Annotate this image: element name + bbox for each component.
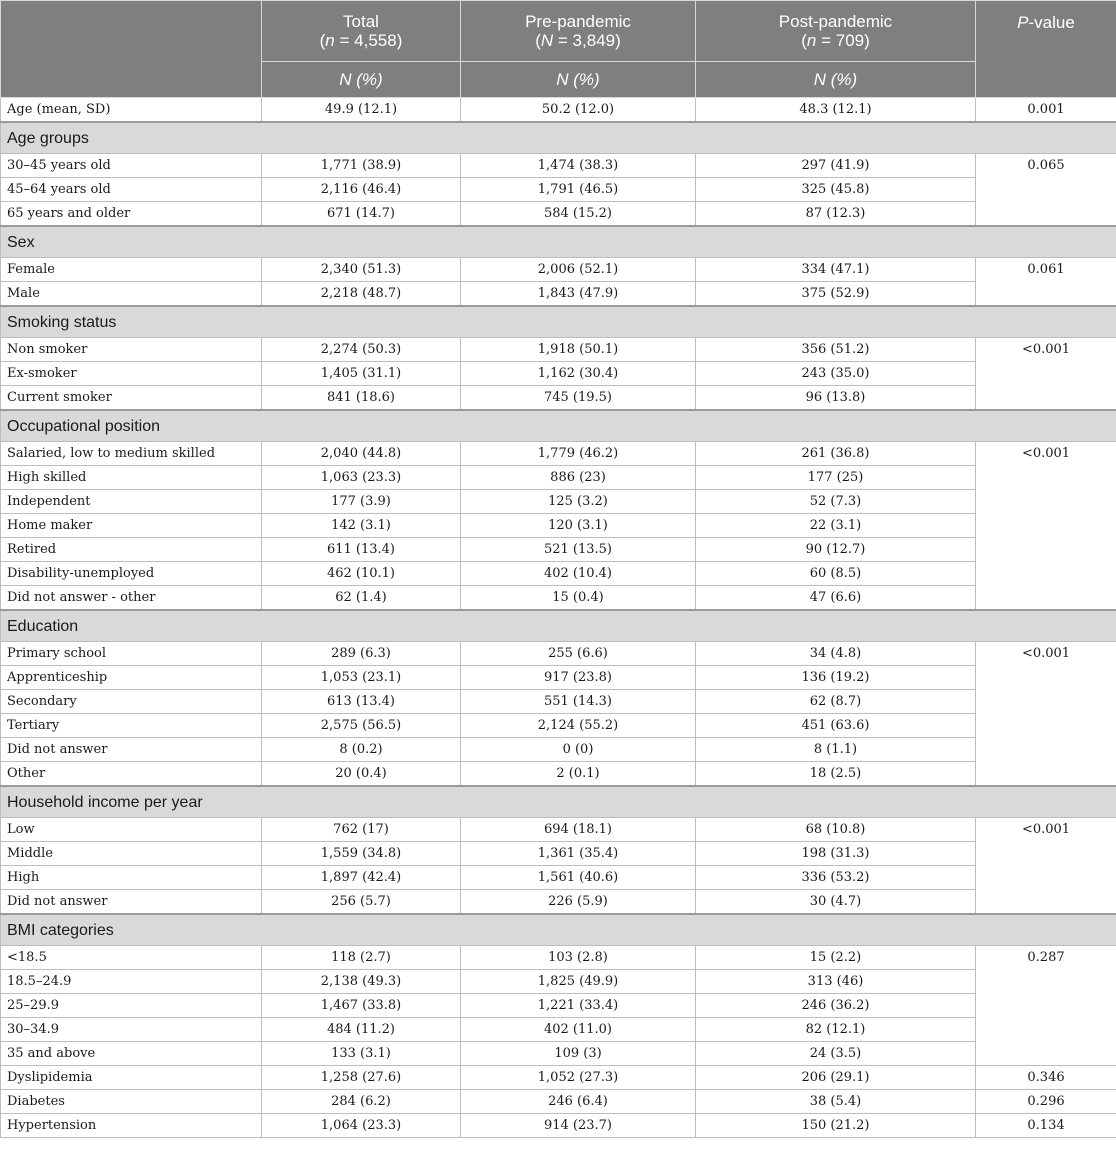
header-blank-cell bbox=[1, 1, 262, 98]
pre-pandemic-cell: 584 (15.2) bbox=[461, 202, 696, 227]
post-pandemic-cell: 48.3 (12.1) bbox=[696, 98, 976, 123]
total-cell: 1,559 (34.8) bbox=[262, 842, 461, 866]
row-label: 30–45 years old bbox=[1, 154, 262, 178]
row-label: Dyslipidemia bbox=[1, 1066, 262, 1090]
post-pandemic-cell: 47 (6.6) bbox=[696, 586, 976, 611]
header-p-value bbox=[976, 1, 1116, 98]
row-label: Diabetes bbox=[1, 1090, 262, 1114]
post-pandemic-cell: 356 (51.2) bbox=[696, 338, 976, 362]
post-pandemic-cell: 8 (1.1) bbox=[696, 738, 976, 762]
total-cell: 1,053 (23.1) bbox=[262, 666, 461, 690]
post-pandemic-cell: 136 (19.2) bbox=[696, 666, 976, 690]
total-cell: 462 (10.1) bbox=[262, 562, 461, 586]
total-cell: 20 (0.4) bbox=[262, 762, 461, 787]
post-pandemic-cell: 325 (45.8) bbox=[696, 178, 976, 202]
total-cell: 118 (2.7) bbox=[262, 946, 461, 970]
pre-pandemic-cell: 226 (5.9) bbox=[461, 890, 696, 915]
pre-pandemic-cell: 402 (10.4) bbox=[461, 562, 696, 586]
post-pandemic-cell: 68 (10.8) bbox=[696, 818, 976, 842]
row-label: Other bbox=[1, 762, 262, 787]
section-header-row bbox=[1, 306, 1116, 338]
header-post-n-value: = 709 bbox=[816, 31, 865, 50]
row-label: Did not answer bbox=[1, 890, 262, 915]
post-pandemic-cell: 62 (8.7) bbox=[696, 690, 976, 714]
pre-pandemic-cell: 1,561 (40.6) bbox=[461, 866, 696, 890]
row-label: High bbox=[1, 866, 262, 890]
post-pandemic-cell: 297 (41.9) bbox=[696, 154, 976, 178]
post-pandemic-cell: 243 (35.0) bbox=[696, 362, 976, 386]
total-cell: 1,405 (31.1) bbox=[262, 362, 461, 386]
total-cell: 1,771 (38.9) bbox=[262, 154, 461, 178]
pre-pandemic-cell: 1,162 (30.4) bbox=[461, 362, 696, 386]
post-pandemic-cell: 34 (4.8) bbox=[696, 642, 976, 666]
row-label: 45–64 years old bbox=[1, 178, 262, 202]
post-pandemic-cell: 336 (53.2) bbox=[696, 866, 976, 890]
p-value-cell: 0.061 bbox=[976, 258, 1116, 307]
total-cell: 2,138 (49.3) bbox=[262, 970, 461, 994]
table-row bbox=[1, 562, 1116, 586]
post-pandemic-cell: 313 (46) bbox=[696, 970, 976, 994]
row-label: Age (mean, SD) bbox=[1, 98, 262, 123]
table-row bbox=[1, 586, 1116, 611]
section-title: Sex bbox=[1, 226, 1116, 258]
total-cell: 1,258 (27.6) bbox=[262, 1066, 461, 1090]
table-row bbox=[1, 1066, 1116, 1090]
section-title: Occupational position bbox=[1, 410, 1116, 442]
p-value-cell: 0.346 bbox=[976, 1066, 1116, 1090]
total-cell: 2,116 (46.4) bbox=[262, 178, 461, 202]
pre-pandemic-cell: 125 (3.2) bbox=[461, 490, 696, 514]
header-pre-n-value: = 3,849 bbox=[553, 31, 616, 50]
section-title: BMI categories bbox=[1, 914, 1116, 946]
table-row bbox=[1, 258, 1116, 282]
pre-pandemic-cell: 1,825 (49.9) bbox=[461, 970, 696, 994]
total-cell: 841 (18.6) bbox=[262, 386, 461, 411]
post-pandemic-cell: 90 (12.7) bbox=[696, 538, 976, 562]
post-pandemic-cell: 451 (63.6) bbox=[696, 714, 976, 738]
total-cell: 289 (6.3) bbox=[262, 642, 461, 666]
row-label: High skilled bbox=[1, 466, 262, 490]
row-label: Tertiary bbox=[1, 714, 262, 738]
post-pandemic-cell: 15 (2.2) bbox=[696, 946, 976, 970]
total-cell: 1,063 (23.3) bbox=[262, 466, 461, 490]
section-header-row bbox=[1, 410, 1116, 442]
table-row bbox=[1, 466, 1116, 490]
pre-pandemic-cell: 551 (14.3) bbox=[461, 690, 696, 714]
table-row bbox=[1, 386, 1116, 411]
row-label: Ex-smoker bbox=[1, 362, 262, 386]
row-label: Secondary bbox=[1, 690, 262, 714]
p-value-cell: 0.287 bbox=[976, 946, 1116, 1066]
header-pre-pandemic: Pre-pandemic (N = 3,849) bbox=[461, 1, 696, 62]
table-row bbox=[1, 98, 1116, 123]
pre-pandemic-cell: 1,361 (35.4) bbox=[461, 842, 696, 866]
post-pandemic-cell: 375 (52.9) bbox=[696, 282, 976, 307]
p-value-cell: 0.296 bbox=[976, 1090, 1116, 1114]
row-label: Current smoker bbox=[1, 386, 262, 411]
post-pandemic-cell: 246 (36.2) bbox=[696, 994, 976, 1018]
row-label: Home maker bbox=[1, 514, 262, 538]
section-title: Smoking status bbox=[1, 306, 1116, 338]
p-value-cell: <0.001 bbox=[976, 642, 1116, 787]
pre-pandemic-cell: 1,843 (47.9) bbox=[461, 282, 696, 307]
pre-pandemic-cell: 521 (13.5) bbox=[461, 538, 696, 562]
table-row bbox=[1, 338, 1116, 362]
section-header-row bbox=[1, 914, 1116, 946]
pre-pandemic-cell: 2,006 (52.1) bbox=[461, 258, 696, 282]
table-row bbox=[1, 946, 1116, 970]
table-row bbox=[1, 738, 1116, 762]
header-total-label: Total bbox=[343, 12, 379, 31]
table-row bbox=[1, 282, 1116, 307]
header-post-label: Post-pandemic bbox=[778, 12, 893, 31]
pre-pandemic-cell: 50.2 (12.0) bbox=[461, 98, 696, 123]
table-row bbox=[1, 1090, 1116, 1114]
table-row bbox=[1, 442, 1116, 466]
pre-pandemic-cell: 103 (2.8) bbox=[461, 946, 696, 970]
post-pandemic-cell: 60 (8.5) bbox=[696, 562, 976, 586]
post-pandemic-cell: 198 (31.3) bbox=[696, 842, 976, 866]
pre-pandemic-cell: 1,474 (38.3) bbox=[461, 154, 696, 178]
total-cell: 2,575 (56.5) bbox=[262, 714, 461, 738]
row-label: <18.5 bbox=[1, 946, 262, 970]
table-row bbox=[1, 970, 1116, 994]
row-label: Female bbox=[1, 258, 262, 282]
pre-pandemic-cell: 1,779 (46.2) bbox=[461, 442, 696, 466]
header-pre-label: Pre-pandemic bbox=[525, 12, 631, 31]
table-row bbox=[1, 490, 1116, 514]
table-row bbox=[1, 202, 1116, 227]
section-header-row bbox=[1, 226, 1116, 258]
header-total-sub: N (%) bbox=[262, 62, 461, 98]
total-cell: 671 (14.7) bbox=[262, 202, 461, 227]
section-title: Household income per year bbox=[1, 786, 1116, 818]
row-label: Retired bbox=[1, 538, 262, 562]
table-row bbox=[1, 994, 1116, 1018]
total-cell: 2,340 (51.3) bbox=[262, 258, 461, 282]
section-header-row bbox=[1, 122, 1116, 154]
pre-pandemic-cell: 120 (3.1) bbox=[461, 514, 696, 538]
pre-pandemic-cell: 2 (0.1) bbox=[461, 762, 696, 787]
post-pandemic-cell: 52 (7.3) bbox=[696, 490, 976, 514]
header-total-n-value: = 4,558 bbox=[334, 31, 397, 50]
pre-pandemic-cell: 694 (18.1) bbox=[461, 818, 696, 842]
header-p-suffix: -value bbox=[1028, 13, 1075, 32]
table-row bbox=[1, 762, 1116, 787]
total-cell: 1,064 (23.3) bbox=[262, 1114, 461, 1138]
table-row bbox=[1, 642, 1116, 666]
pre-pandemic-cell: 1,918 (50.1) bbox=[461, 338, 696, 362]
table-row bbox=[1, 890, 1116, 915]
table-row bbox=[1, 514, 1116, 538]
table-row bbox=[1, 1114, 1116, 1138]
row-label: 18.5–24.9 bbox=[1, 970, 262, 994]
section-title: Age groups bbox=[1, 122, 1116, 154]
total-cell: 1,467 (33.8) bbox=[262, 994, 461, 1018]
table-row bbox=[1, 538, 1116, 562]
header-p-symbol: P bbox=[1017, 13, 1029, 32]
table-row bbox=[1, 666, 1116, 690]
header-total: Total (n = 4,558) bbox=[262, 1, 461, 62]
table-body bbox=[1, 98, 1116, 1138]
table-row bbox=[1, 842, 1116, 866]
post-pandemic-cell: 206 (29.1) bbox=[696, 1066, 976, 1090]
table-row bbox=[1, 362, 1116, 386]
table-row bbox=[1, 1018, 1116, 1042]
header-total-n-symbol: n bbox=[325, 31, 335, 50]
total-cell: 8 (0.2) bbox=[262, 738, 461, 762]
table-header bbox=[1, 1, 1116, 98]
post-pandemic-cell: 82 (12.1) bbox=[696, 1018, 976, 1042]
pre-pandemic-cell: 109 (3) bbox=[461, 1042, 696, 1066]
total-cell: 284 (6.2) bbox=[262, 1090, 461, 1114]
post-pandemic-cell: 18 (2.5) bbox=[696, 762, 976, 787]
total-cell: 62 (1.4) bbox=[262, 586, 461, 611]
section-header-row bbox=[1, 610, 1116, 642]
pre-pandemic-cell: 2,124 (55.2) bbox=[461, 714, 696, 738]
row-label: Low bbox=[1, 818, 262, 842]
p-value-cell: <0.001 bbox=[976, 338, 1116, 411]
pre-pandemic-cell: 402 (11.0) bbox=[461, 1018, 696, 1042]
post-pandemic-cell: 150 (21.2) bbox=[696, 1114, 976, 1138]
table-row bbox=[1, 1042, 1116, 1066]
total-cell: 49.9 (12.1) bbox=[262, 98, 461, 123]
post-pandemic-cell: 177 (25) bbox=[696, 466, 976, 490]
row-label: 65 years and older bbox=[1, 202, 262, 227]
row-label: 25–29.9 bbox=[1, 994, 262, 1018]
pre-pandemic-cell: 255 (6.6) bbox=[461, 642, 696, 666]
row-label: Primary school bbox=[1, 642, 262, 666]
total-cell: 2,218 (48.7) bbox=[262, 282, 461, 307]
pre-pandemic-cell: 1,052 (27.3) bbox=[461, 1066, 696, 1090]
row-label: 35 and above bbox=[1, 1042, 262, 1066]
row-label: Male bbox=[1, 282, 262, 307]
post-pandemic-cell: 334 (47.1) bbox=[696, 258, 976, 282]
row-label: Did not answer - other bbox=[1, 586, 262, 611]
post-pandemic-cell: 87 (12.3) bbox=[696, 202, 976, 227]
total-cell: 613 (13.4) bbox=[262, 690, 461, 714]
header-pre-sub: N (%) bbox=[461, 62, 696, 98]
total-cell: 2,274 (50.3) bbox=[262, 338, 461, 362]
total-cell: 256 (5.7) bbox=[262, 890, 461, 915]
post-pandemic-cell: 96 (13.8) bbox=[696, 386, 976, 411]
pre-pandemic-cell: 886 (23) bbox=[461, 466, 696, 490]
header-post-pandemic: Post-pandemic (n = 709) bbox=[696, 1, 976, 62]
pre-pandemic-cell: 1,791 (46.5) bbox=[461, 178, 696, 202]
table-row bbox=[1, 818, 1116, 842]
header-pre-n-symbol: N bbox=[540, 31, 554, 50]
total-cell: 611 (13.4) bbox=[262, 538, 461, 562]
pre-pandemic-cell: 914 (23.7) bbox=[461, 1114, 696, 1138]
p-value-cell: 0.065 bbox=[976, 154, 1116, 227]
row-label: Non smoker bbox=[1, 338, 262, 362]
total-cell: 142 (3.1) bbox=[262, 514, 461, 538]
section-title: Education bbox=[1, 610, 1116, 642]
header-post-n-symbol: n bbox=[806, 31, 817, 50]
post-pandemic-cell: 261 (36.8) bbox=[696, 442, 976, 466]
section-header-row bbox=[1, 786, 1116, 818]
total-cell: 1,897 (42.4) bbox=[262, 866, 461, 890]
table-row bbox=[1, 866, 1116, 890]
table-row bbox=[1, 714, 1116, 738]
post-pandemic-cell: 22 (3.1) bbox=[696, 514, 976, 538]
row-label: Disability-unemployed bbox=[1, 562, 262, 586]
pre-pandemic-cell: 1,221 (33.4) bbox=[461, 994, 696, 1018]
table-row bbox=[1, 690, 1116, 714]
row-label: Apprenticeship bbox=[1, 666, 262, 690]
pre-pandemic-cell: 0 (0) bbox=[461, 738, 696, 762]
pre-pandemic-cell: 15 (0.4) bbox=[461, 586, 696, 611]
total-cell: 177 (3.9) bbox=[262, 490, 461, 514]
total-cell: 484 (11.2) bbox=[262, 1018, 461, 1042]
pre-pandemic-cell: 745 (19.5) bbox=[461, 386, 696, 411]
table-row bbox=[1, 178, 1116, 202]
row-label: 30–34.9 bbox=[1, 1018, 262, 1042]
total-cell: 133 (3.1) bbox=[262, 1042, 461, 1066]
p-value-cell: 0.134 bbox=[976, 1114, 1116, 1138]
row-label: Did not answer bbox=[1, 738, 262, 762]
p-value-cell: <0.001 bbox=[976, 818, 1116, 915]
header-post-sub: N (%) bbox=[696, 62, 976, 98]
p-value-cell: <0.001 bbox=[976, 442, 1116, 611]
pre-pandemic-cell: 246 (6.4) bbox=[461, 1090, 696, 1114]
total-cell: 2,040 (44.8) bbox=[262, 442, 461, 466]
post-pandemic-cell: 24 (3.5) bbox=[696, 1042, 976, 1066]
row-label: Salaried, low to medium skilled bbox=[1, 442, 262, 466]
row-label: Hypertension bbox=[1, 1114, 262, 1138]
table-row bbox=[1, 154, 1116, 178]
row-label: Independent bbox=[1, 490, 262, 514]
p-value-cell: 0.001 bbox=[976, 98, 1116, 123]
row-label: Middle bbox=[1, 842, 262, 866]
post-pandemic-cell: 30 (4.7) bbox=[696, 890, 976, 915]
pre-pandemic-cell: 917 (23.8) bbox=[461, 666, 696, 690]
total-cell: 762 (17) bbox=[262, 818, 461, 842]
post-pandemic-cell: 38 (5.4) bbox=[696, 1090, 976, 1114]
